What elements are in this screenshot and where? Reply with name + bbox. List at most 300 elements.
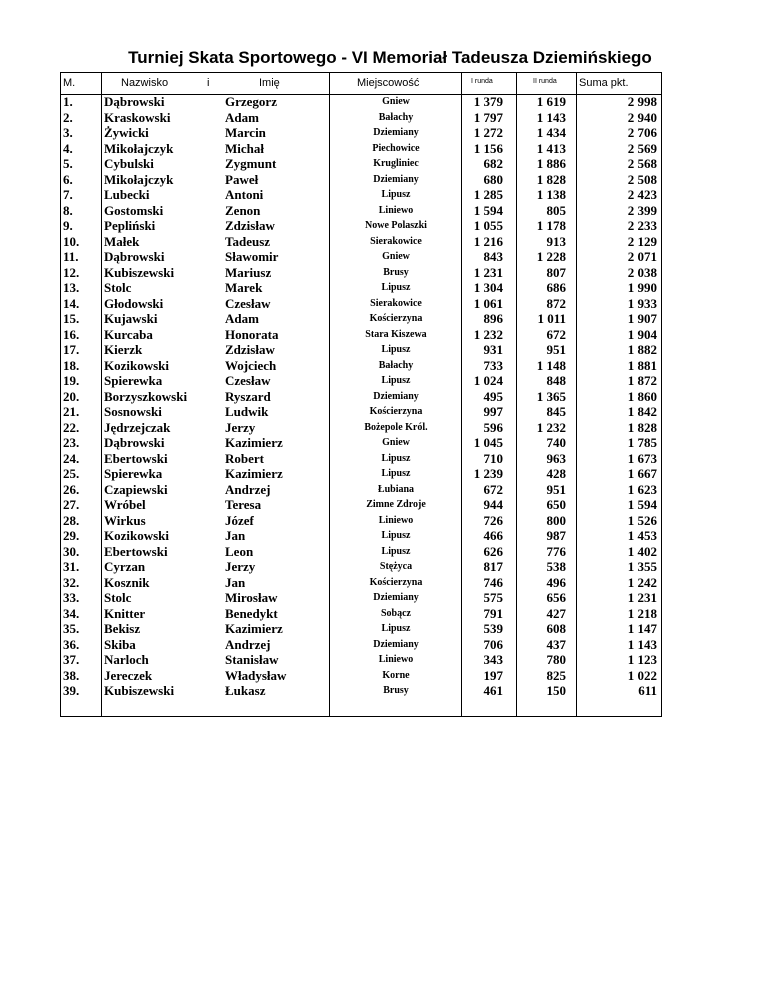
row-total-points: 1 933 — [627, 295, 657, 311]
row-place: 34. — [63, 605, 80, 621]
row-round2-points: 427 — [546, 605, 566, 621]
row-surname: Czapiewski — [104, 481, 168, 497]
row-place: 7. — [63, 187, 73, 202]
row-city: Lipusz — [381, 623, 411, 634]
row-total-points: 2 569 — [627, 140, 657, 156]
row-first-name: Ludwik — [225, 404, 269, 419]
row-total-points: 1 402 — [627, 543, 657, 559]
row-city: Kościerzyna — [369, 576, 423, 588]
table-row — [61, 358, 661, 374]
row-first-name: Michał — [225, 140, 264, 156]
row-city: Lipusz — [381, 189, 411, 200]
row-round2-points: 987 — [546, 528, 566, 543]
row-round2-points: 1 413 — [536, 140, 566, 156]
table-row — [61, 327, 661, 343]
row-place: 20. — [63, 388, 80, 404]
row-first-name: Mirosław — [225, 590, 278, 605]
row-surname: Wróbel — [104, 497, 146, 512]
row-surname: Narloch — [104, 652, 149, 667]
row-round2-points: 1 886 — [536, 156, 566, 171]
row-round1-points: 1 232 — [473, 326, 503, 342]
row-city: Sobącz — [381, 607, 411, 619]
row-first-name: Sławomir — [225, 249, 279, 264]
row-round1-points: 1 024 — [473, 373, 503, 388]
row-first-name: Zenon — [225, 202, 261, 218]
row-place: 37. — [63, 652, 80, 667]
table-row — [61, 389, 661, 405]
row-city: Dziemiany — [373, 127, 419, 138]
table-row — [61, 296, 661, 312]
row-first-name: Marcin — [225, 125, 266, 140]
row-round1-points: 343 — [483, 652, 503, 667]
row-first-name: Teresa — [225, 497, 262, 512]
row-city: Gniew — [382, 437, 410, 448]
table-row — [61, 249, 661, 265]
table-row — [61, 497, 661, 513]
table-row — [61, 373, 661, 389]
header-city: Miejscowość — [357, 77, 420, 89]
row-surname: Bekisz — [104, 621, 141, 636]
header-separator: i — [207, 77, 210, 89]
row-surname: Kujawski — [104, 311, 158, 326]
row-place: 38. — [63, 667, 80, 683]
row-place: 10. — [63, 233, 80, 249]
row-round1-points: 1 304 — [473, 280, 503, 295]
row-round2-points: 150 — [546, 683, 566, 698]
row-round2-points: 1 365 — [536, 388, 566, 404]
row-round1-points: 682 — [483, 156, 503, 171]
row-round1-points: 575 — [483, 590, 503, 605]
row-city: Nowe Polaszki — [365, 220, 427, 231]
row-place: 28. — [63, 512, 80, 528]
row-surname: Lubecki — [104, 187, 150, 202]
row-round1-points: 680 — [483, 171, 503, 187]
row-first-name: Zdzisław — [225, 218, 275, 233]
row-total-points: 1 355 — [627, 559, 657, 574]
table-row — [61, 280, 661, 296]
row-place: 35. — [63, 621, 80, 636]
row-city: Sierakowice — [370, 235, 422, 247]
row-place: 23. — [63, 435, 80, 450]
row-place: 14. — [63, 295, 80, 311]
row-round1-points: 672 — [483, 481, 503, 497]
table-row — [61, 234, 661, 250]
row-surname: Dąbrowski — [104, 94, 165, 109]
row-surname: Żywicki — [104, 125, 149, 140]
row-total-points: 2 399 — [627, 202, 657, 218]
row-round1-points: 466 — [483, 528, 503, 543]
row-first-name: Kazimierz — [225, 466, 283, 481]
row-total-points: 1 526 — [627, 512, 657, 528]
row-city: Bałachy — [378, 111, 414, 123]
row-round2-points: 538 — [546, 559, 566, 574]
row-city: Lipusz — [381, 282, 411, 293]
row-total-points: 1 673 — [627, 450, 657, 466]
row-city: Piechowice — [372, 142, 420, 154]
row-round2-points: 913 — [546, 233, 566, 249]
row-first-name: Zygmunt — [225, 156, 277, 171]
row-total-points: 1 143 — [627, 636, 657, 652]
row-total-points: 1 453 — [627, 528, 657, 543]
table-row — [61, 404, 661, 420]
row-surname: Głodowski — [104, 295, 164, 311]
row-surname: Stolc — [104, 280, 132, 295]
row-first-name: Tadeusz — [225, 233, 271, 249]
row-total-points: 2 568 — [627, 156, 657, 171]
table-row — [61, 590, 661, 606]
row-total-points: 1 231 — [627, 590, 657, 605]
row-place: 8. — [63, 202, 73, 218]
row-city: Liniewo — [378, 204, 414, 216]
row-round1-points: 726 — [483, 512, 503, 528]
table-row — [61, 528, 661, 544]
row-round2-points: 848 — [546, 373, 566, 388]
row-round2-points: 1 228 — [536, 249, 566, 264]
row-round2-points: 780 — [546, 652, 566, 667]
row-total-points: 1 872 — [627, 373, 657, 388]
row-first-name: Stanisław — [225, 652, 279, 667]
row-round2-points: 608 — [546, 621, 566, 636]
row-surname: Cyrzan — [104, 559, 146, 574]
row-city: Zimne Zdroje — [366, 499, 426, 510]
row-round1-points: 733 — [483, 357, 503, 373]
row-surname: Jereczek — [104, 667, 153, 683]
row-round2-points: 805 — [546, 202, 566, 218]
row-first-name: Jan — [225, 574, 246, 590]
row-round1-points: 1 272 — [473, 125, 503, 140]
table-header — [61, 73, 661, 95]
row-total-points: 1 147 — [627, 621, 657, 636]
row-place: 33. — [63, 590, 80, 605]
table-row — [61, 110, 661, 126]
header-round1: I runda — [471, 78, 493, 85]
row-surname: Gostomski — [104, 202, 164, 218]
row-first-name: Paweł — [225, 171, 259, 187]
row-round1-points: 1 594 — [473, 202, 503, 218]
table-row — [61, 482, 661, 498]
table-row — [61, 203, 661, 219]
row-city: Dziemiany — [373, 638, 419, 650]
row-total-points: 1 860 — [627, 388, 657, 404]
row-round1-points: 1 061 — [473, 295, 503, 311]
row-round1-points: 1 285 — [473, 187, 503, 202]
row-surname: Mikołajczyk — [104, 140, 174, 156]
row-place: 21. — [63, 404, 80, 419]
row-total-points: 2 038 — [627, 264, 657, 280]
row-first-name: Kazimierz — [225, 621, 283, 636]
row-total-points: 1 123 — [627, 652, 657, 667]
row-round2-points: 1 619 — [536, 94, 566, 109]
table-row — [61, 94, 661, 110]
row-place: 1. — [63, 94, 73, 109]
row-first-name: Marek — [225, 280, 263, 295]
header-round2: II runda — [533, 78, 557, 85]
row-round2-points: 825 — [546, 667, 566, 683]
row-city: Korne — [382, 669, 410, 681]
row-city: Lipusz — [381, 375, 411, 386]
table-row — [61, 156, 661, 172]
table-row — [61, 637, 661, 653]
row-round2-points: 428 — [546, 466, 566, 481]
row-round2-points: 740 — [546, 435, 566, 450]
row-total-points: 1 842 — [627, 404, 657, 419]
row-first-name: Adam — [225, 109, 259, 125]
header-place: M. — [63, 77, 76, 89]
row-surname: Ebertowski — [104, 543, 168, 559]
row-round1-points: 931 — [483, 342, 503, 357]
row-surname: Kubiszewski — [104, 683, 175, 698]
table-row — [61, 342, 661, 358]
row-total-points: 1 990 — [627, 280, 657, 295]
row-surname: Dąbrowski — [104, 249, 165, 264]
header-sum: Suma pkt. — [579, 77, 629, 89]
row-city: Lipusz — [381, 468, 411, 479]
table-row — [61, 435, 661, 451]
row-place: 15. — [63, 311, 80, 326]
row-round1-points: 706 — [483, 636, 503, 652]
row-city: Dziemiany — [373, 173, 419, 185]
row-place: 30. — [63, 543, 80, 559]
row-round1-points: 1 055 — [473, 218, 503, 233]
row-city: Brusy — [383, 685, 409, 696]
row-round1-points: 896 — [483, 311, 503, 326]
row-round2-points: 951 — [546, 481, 566, 497]
row-first-name: Kazimierz — [225, 435, 283, 450]
row-round2-points: 1 232 — [536, 419, 566, 435]
row-surname: Małek — [104, 233, 140, 249]
row-first-name: Władysław — [225, 667, 287, 683]
row-round2-points: 656 — [546, 590, 566, 605]
row-round2-points: 1 148 — [536, 357, 566, 373]
row-round1-points: 1 231 — [473, 264, 503, 280]
row-place: 29. — [63, 528, 80, 543]
row-surname: Kosznik — [104, 574, 150, 590]
row-round1-points: 944 — [483, 497, 503, 512]
row-round2-points: 686 — [546, 280, 566, 295]
table-row — [61, 544, 661, 560]
row-place: 12. — [63, 264, 80, 280]
row-surname: Spierewka — [104, 373, 163, 388]
row-surname: Skiba — [104, 636, 136, 652]
row-first-name: Honorata — [225, 326, 279, 342]
row-place: 4. — [63, 140, 73, 156]
row-city: Dziemiany — [373, 592, 419, 603]
row-place: 5. — [63, 156, 73, 171]
row-total-points: 611 — [638, 683, 657, 698]
table-row — [61, 311, 661, 327]
row-first-name: Leon — [225, 543, 254, 559]
row-surname: Kubiszewski — [104, 264, 175, 280]
row-round2-points: 1 178 — [536, 218, 566, 233]
table-row — [61, 668, 661, 684]
row-total-points: 1 904 — [627, 326, 657, 342]
row-total-points: 1 828 — [627, 419, 657, 435]
table-body — [61, 94, 661, 699]
row-round2-points: 672 — [546, 326, 566, 342]
row-first-name: Łukasz — [225, 683, 266, 698]
table-row — [61, 125, 661, 141]
row-round2-points: 1 138 — [536, 187, 566, 202]
row-round1-points: 1 216 — [473, 233, 503, 249]
row-place: 11. — [63, 249, 79, 264]
row-city: Gniew — [382, 96, 410, 107]
table-row — [61, 420, 661, 436]
row-city: Gniew — [382, 251, 410, 262]
row-total-points: 1 623 — [627, 481, 657, 497]
row-round1-points: 746 — [483, 574, 503, 590]
row-city: Bożepole Król. — [364, 421, 428, 433]
row-total-points: 1 907 — [627, 311, 657, 326]
row-round1-points: 626 — [483, 543, 503, 559]
row-round1-points: 1 156 — [473, 140, 503, 156]
row-first-name: Zdzisław — [225, 342, 275, 357]
row-surname: Wirkus — [104, 512, 146, 528]
row-round1-points: 495 — [483, 388, 503, 404]
row-total-points: 2 233 — [627, 218, 657, 233]
row-round2-points: 845 — [546, 404, 566, 419]
row-city: Kościerzyna — [369, 406, 423, 417]
row-city: Dziemiany — [373, 390, 419, 402]
row-round2-points: 1 434 — [536, 125, 566, 140]
row-surname: Kierzk — [104, 342, 143, 357]
row-round1-points: 997 — [483, 404, 503, 419]
row-first-name: Adam — [225, 311, 259, 326]
row-city: Lipusz — [381, 545, 411, 557]
row-total-points: 1 881 — [627, 357, 657, 373]
row-first-name: Benedykt — [225, 605, 278, 621]
row-total-points: 1 242 — [627, 574, 657, 590]
row-total-points: 2 998 — [627, 94, 657, 109]
table-row — [61, 559, 661, 575]
row-surname: Kozikowski — [104, 528, 170, 543]
table-row — [61, 218, 661, 234]
row-surname: Kozikowski — [104, 357, 170, 373]
row-place: 36. — [63, 636, 80, 652]
row-city: Lipusz — [381, 344, 411, 355]
table-row — [61, 513, 661, 529]
row-surname: Pepliński — [104, 218, 156, 233]
row-city: Brusy — [383, 266, 409, 278]
table-row — [61, 683, 661, 699]
row-total-points: 2 423 — [627, 187, 657, 202]
row-round1-points: 596 — [483, 419, 503, 435]
row-city: Stężyca — [379, 561, 413, 572]
row-city: Krugliniec — [373, 158, 419, 169]
table-row — [61, 652, 661, 668]
row-place: 39. — [63, 683, 80, 698]
row-place: 32. — [63, 574, 80, 590]
row-total-points: 2 940 — [627, 109, 657, 125]
row-first-name: Józef — [225, 512, 254, 528]
row-place: 6. — [63, 171, 73, 187]
row-round1-points: 843 — [483, 249, 503, 264]
row-first-name: Robert — [225, 450, 264, 466]
table-row — [61, 265, 661, 281]
row-city: Sierakowice — [370, 297, 422, 309]
row-city: Liniewo — [378, 514, 414, 526]
row-round1-points: 461 — [483, 683, 503, 698]
table-row — [61, 172, 661, 188]
row-city: Lipusz — [381, 530, 411, 541]
table-row — [61, 575, 661, 591]
row-first-name: Antoni — [225, 187, 264, 202]
row-total-points: 1 022 — [627, 667, 657, 683]
row-first-name: Grzegorz — [225, 94, 277, 109]
row-round2-points: 872 — [546, 295, 566, 311]
row-total-points: 2 129 — [627, 233, 657, 249]
row-total-points: 2 071 — [627, 249, 657, 264]
row-round2-points: 951 — [546, 342, 566, 357]
row-surname: Cybulski — [104, 156, 154, 171]
header-first-name: Imię — [259, 77, 280, 89]
row-first-name: Andrzej — [225, 636, 271, 652]
row-total-points: 1 882 — [627, 342, 657, 357]
row-surname: Knitter — [104, 605, 146, 621]
row-city: Kościerzyna — [369, 313, 423, 324]
header-surname: Nazwisko — [121, 77, 169, 89]
row-round1-points: 710 — [483, 450, 503, 466]
table-row — [61, 466, 661, 482]
row-surname: Borzyszkowski — [104, 388, 188, 404]
row-round2-points: 496 — [546, 574, 566, 590]
row-place: 26. — [63, 481, 80, 497]
table-row — [61, 621, 661, 637]
row-place: 19. — [63, 373, 80, 388]
row-place: 13. — [63, 280, 80, 295]
row-first-name: Ryszard — [225, 388, 271, 404]
row-total-points: 1 594 — [627, 497, 657, 512]
row-place: 2. — [63, 109, 73, 125]
row-surname: Dąbrowski — [104, 435, 165, 450]
row-place: 24. — [63, 450, 80, 466]
row-surname: Stolc — [104, 590, 132, 605]
row-round2-points: 800 — [546, 512, 566, 528]
row-city: Stara Kiszewa — [365, 328, 427, 340]
row-surname: Jędrzejczak — [104, 419, 171, 435]
row-first-name: Czesław — [225, 373, 271, 388]
row-round2-points: 963 — [546, 450, 566, 466]
row-round1-points: 197 — [483, 667, 503, 683]
row-surname: Kraskowski — [104, 109, 171, 125]
row-city: Łubiana — [377, 483, 415, 495]
row-total-points: 1 785 — [627, 435, 657, 450]
row-city: Lipusz — [381, 452, 411, 464]
results-table — [60, 72, 662, 717]
row-place: 22. — [63, 419, 80, 435]
row-city: Bałachy — [378, 359, 414, 371]
row-place: 31. — [63, 559, 80, 574]
row-first-name: Wojciech — [225, 357, 277, 373]
row-first-name: Mariusz — [225, 264, 272, 280]
row-total-points: 1 667 — [627, 466, 657, 481]
row-first-name: Jerzy — [225, 559, 256, 574]
row-round1-points: 1 379 — [473, 94, 503, 109]
row-round1-points: 791 — [483, 605, 503, 621]
row-surname: Mikołajczyk — [104, 171, 174, 187]
page-title: Turniej Skata Sportowego - VI Memoriał Tadeusza Dziemińskiego — [128, 48, 652, 67]
row-first-name: Czesław — [225, 295, 271, 311]
row-round2-points: 437 — [546, 636, 566, 652]
row-round1-points: 1 239 — [473, 466, 503, 481]
row-surname: Spierewka — [104, 466, 163, 481]
row-city: Liniewo — [378, 654, 414, 665]
row-total-points: 2 706 — [627, 125, 657, 140]
row-round1-points: 1 045 — [473, 435, 503, 450]
table-row — [61, 606, 661, 622]
row-first-name: Andrzej — [225, 481, 271, 497]
row-first-name: Jan — [225, 528, 246, 543]
row-place: 16. — [63, 326, 80, 342]
